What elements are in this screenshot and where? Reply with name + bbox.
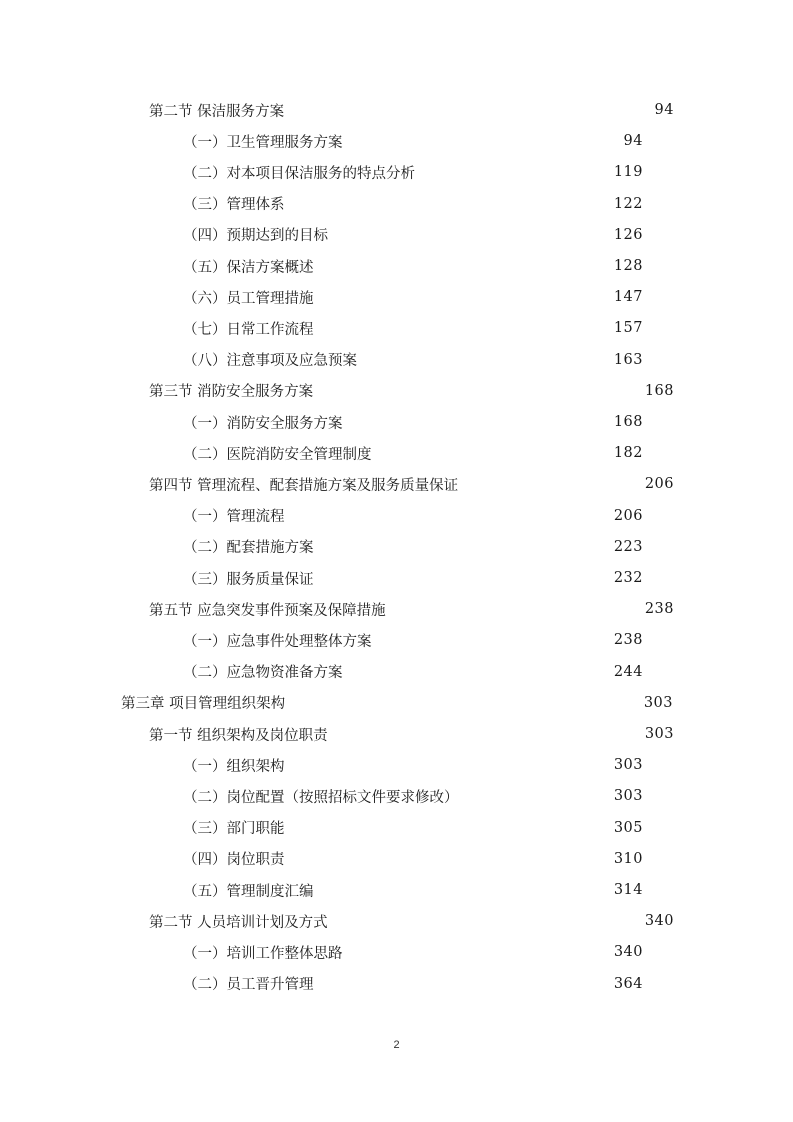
- toc-entry-item[interactable]: [183, 503, 643, 529]
- toc-entry-chapter[interactable]: [121, 690, 673, 716]
- toc-entry-page: 182: [613, 445, 643, 462]
- toc-entry-item[interactable]: [183, 565, 643, 591]
- toc-entry-page: 303: [613, 788, 643, 805]
- toc-dot-leader: [351, 945, 608, 959]
- toc-entry-page: 364: [613, 975, 643, 992]
- toc-dot-leader: [293, 852, 608, 866]
- toc-dot-leader: [380, 633, 608, 647]
- toc-entry-page: 126: [613, 226, 643, 243]
- toc-dot-leader: [380, 446, 608, 460]
- toc-entry-label: （四）预期达到的目标: [183, 228, 328, 245]
- toc-entry-label: （三）管理体系: [183, 197, 285, 214]
- toc-entry-item[interactable]: [183, 253, 643, 279]
- toc-entry-page: 157: [613, 320, 643, 337]
- toc-dot-leader: [322, 883, 608, 897]
- toc-dot-leader: [293, 821, 608, 835]
- toc-entry-page: 303: [613, 757, 643, 774]
- toc-entry-label: （五）保洁方案概述: [183, 259, 314, 276]
- toc-entry-label: （七）日常工作流程: [183, 321, 314, 338]
- toc-entry-page: 340: [613, 944, 643, 961]
- toc-entry-label: （二）应急物资准备方案: [183, 665, 343, 682]
- toc-entry-section[interactable]: [149, 97, 674, 123]
- toc-entry-item[interactable]: [183, 191, 643, 217]
- toc-dot-leader: [351, 134, 614, 148]
- toc-dot-leader: [467, 789, 608, 803]
- toc-dot-leader: [293, 509, 608, 523]
- toc-entry-label: （一）消防安全服务方案: [183, 415, 343, 432]
- toc-entry-item[interactable]: [183, 846, 643, 872]
- toc-entry-item[interactable]: [183, 627, 643, 653]
- toc-entry-item[interactable]: [183, 534, 643, 560]
- toc-entry-label: 第一节 组织架构及岗位职责: [149, 727, 328, 744]
- toc-entry-page: 128: [613, 258, 643, 274]
- toc-entry-label: （二）医院消防安全管理制度: [183, 446, 372, 463]
- toc-entry-label: 第三节 消防安全服务方案: [149, 384, 314, 401]
- toc-entry-item[interactable]: [183, 659, 643, 685]
- toc-entry-page: 238: [644, 601, 674, 618]
- toc-entry-label: （一）管理流程: [183, 509, 285, 526]
- toc-entry-item[interactable]: [183, 877, 643, 903]
- toc-entry-item[interactable]: [183, 815, 643, 841]
- toc-entry-page: 223: [613, 538, 643, 555]
- toc-entry-section[interactable]: [149, 721, 674, 747]
- toc-dot-leader: [365, 353, 608, 367]
- toc-dot-leader: [423, 165, 608, 179]
- toc-dot-leader: [293, 197, 608, 211]
- toc-entry-item[interactable]: [183, 284, 643, 310]
- toc-entry-label: （三）服务质量保证: [183, 571, 314, 588]
- toc-entry-label: （二）员工晋升管理: [183, 977, 314, 994]
- toc-entry-label: 第二节 人员培训计划及方式: [149, 914, 328, 931]
- toc-entry-item[interactable]: [183, 440, 643, 466]
- toc-entry-page: 168: [644, 382, 674, 399]
- toc-dot-leader: [351, 665, 608, 679]
- toc-entry-page: 314: [613, 882, 643, 898]
- toc-entry-page: 310: [613, 850, 643, 867]
- toc-entry-label: （一）应急事件处理整体方案: [183, 633, 372, 650]
- toc-entry-item[interactable]: [183, 752, 643, 778]
- toc-dot-leader: [336, 914, 639, 928]
- toc-entry-page: 119: [613, 164, 643, 181]
- toc-entry-label: （三）部门职能: [183, 821, 285, 838]
- toc-entry-label: （六）员工管理措施: [183, 290, 314, 307]
- toc-entry-item[interactable]: [183, 222, 643, 248]
- toc-entry-page: 147: [613, 289, 643, 306]
- toc-entry-label: （八）注意事项及应急预案: [183, 353, 357, 370]
- toc-entry-item[interactable]: [183, 128, 643, 154]
- toc-entry-section[interactable]: [149, 908, 674, 934]
- toc-entry-page: 303: [643, 694, 673, 711]
- toc-entry-page: 163: [613, 351, 643, 368]
- toc-entry-label: （一）培训工作整体思路: [183, 945, 343, 962]
- toc-entry-section[interactable]: [149, 596, 674, 622]
- toc-entry-item[interactable]: [183, 159, 643, 185]
- toc-entry-label: （一）组织架构: [183, 758, 285, 775]
- toc-entry-page: 206: [613, 507, 643, 524]
- toc-entry-label: （二）对本项目保洁服务的特点分析: [183, 165, 415, 182]
- toc-entry-label: 第二节 保洁服务方案: [149, 103, 285, 120]
- toc-dot-leader: [322, 571, 608, 585]
- toc-entry-item[interactable]: [183, 939, 643, 965]
- toc-entry-item[interactable]: [183, 783, 643, 809]
- toc-entry-label: （一）卫生管理服务方案: [183, 134, 343, 151]
- toc-entry-item[interactable]: [183, 971, 643, 997]
- toc-dot-leader: [394, 602, 639, 616]
- toc-entry-page: 94: [623, 133, 643, 150]
- toc-entry-label: （二）岗位配置（按照招标文件要求修改）: [183, 789, 459, 806]
- toc-dot-leader: [336, 727, 639, 741]
- toc-entry-label: 第五节 应急突发事件预案及保障措施: [149, 602, 386, 619]
- toc-entry-page: 244: [613, 663, 643, 680]
- toc-entry-label: （五）管理制度汇编: [183, 883, 314, 900]
- toc-dot-leader: [322, 321, 608, 335]
- page-number: 2: [393, 1039, 400, 1051]
- toc-entry-page: 303: [644, 726, 674, 742]
- toc-dot-leader: [322, 540, 608, 554]
- toc-dot-leader: [351, 415, 608, 429]
- toc-entry-page: 206: [644, 476, 674, 493]
- toc-dot-leader: [466, 477, 639, 491]
- toc-entry-label: （四）岗位职责: [183, 852, 285, 869]
- toc-entry-label: 第三章 项目管理组织架构: [121, 696, 286, 713]
- toc-entry-page: 340: [644, 913, 674, 930]
- toc-dot-leader: [321, 384, 639, 398]
- toc-dot-leader: [293, 758, 608, 772]
- toc-entry-label: （二）配套措施方案: [183, 540, 314, 557]
- toc-dot-leader: [292, 103, 644, 117]
- toc-dot-leader: [322, 290, 608, 304]
- toc-entry-page: 122: [613, 195, 643, 212]
- toc-entry-item[interactable]: [183, 347, 643, 373]
- toc-entry-page: 168: [613, 414, 643, 430]
- toc-dot-leader: [322, 977, 608, 991]
- toc-dot-leader: [322, 259, 608, 273]
- toc-entry-label: 第四节 管理流程、配套措施方案及服务质量保证: [149, 477, 459, 494]
- toc-entry-item[interactable]: [183, 315, 643, 341]
- toc-dot-leader: [293, 696, 638, 710]
- toc-entry-section[interactable]: [149, 378, 674, 404]
- toc-entry-item[interactable]: [183, 409, 643, 435]
- toc-entry-page: 238: [613, 632, 643, 649]
- toc-dot-leader: [336, 228, 608, 242]
- toc-entry-section[interactable]: [149, 471, 674, 497]
- toc-entry-page: 94: [654, 102, 674, 118]
- toc-entry-page: 232: [613, 570, 643, 586]
- toc-entry-page: 305: [613, 819, 643, 836]
